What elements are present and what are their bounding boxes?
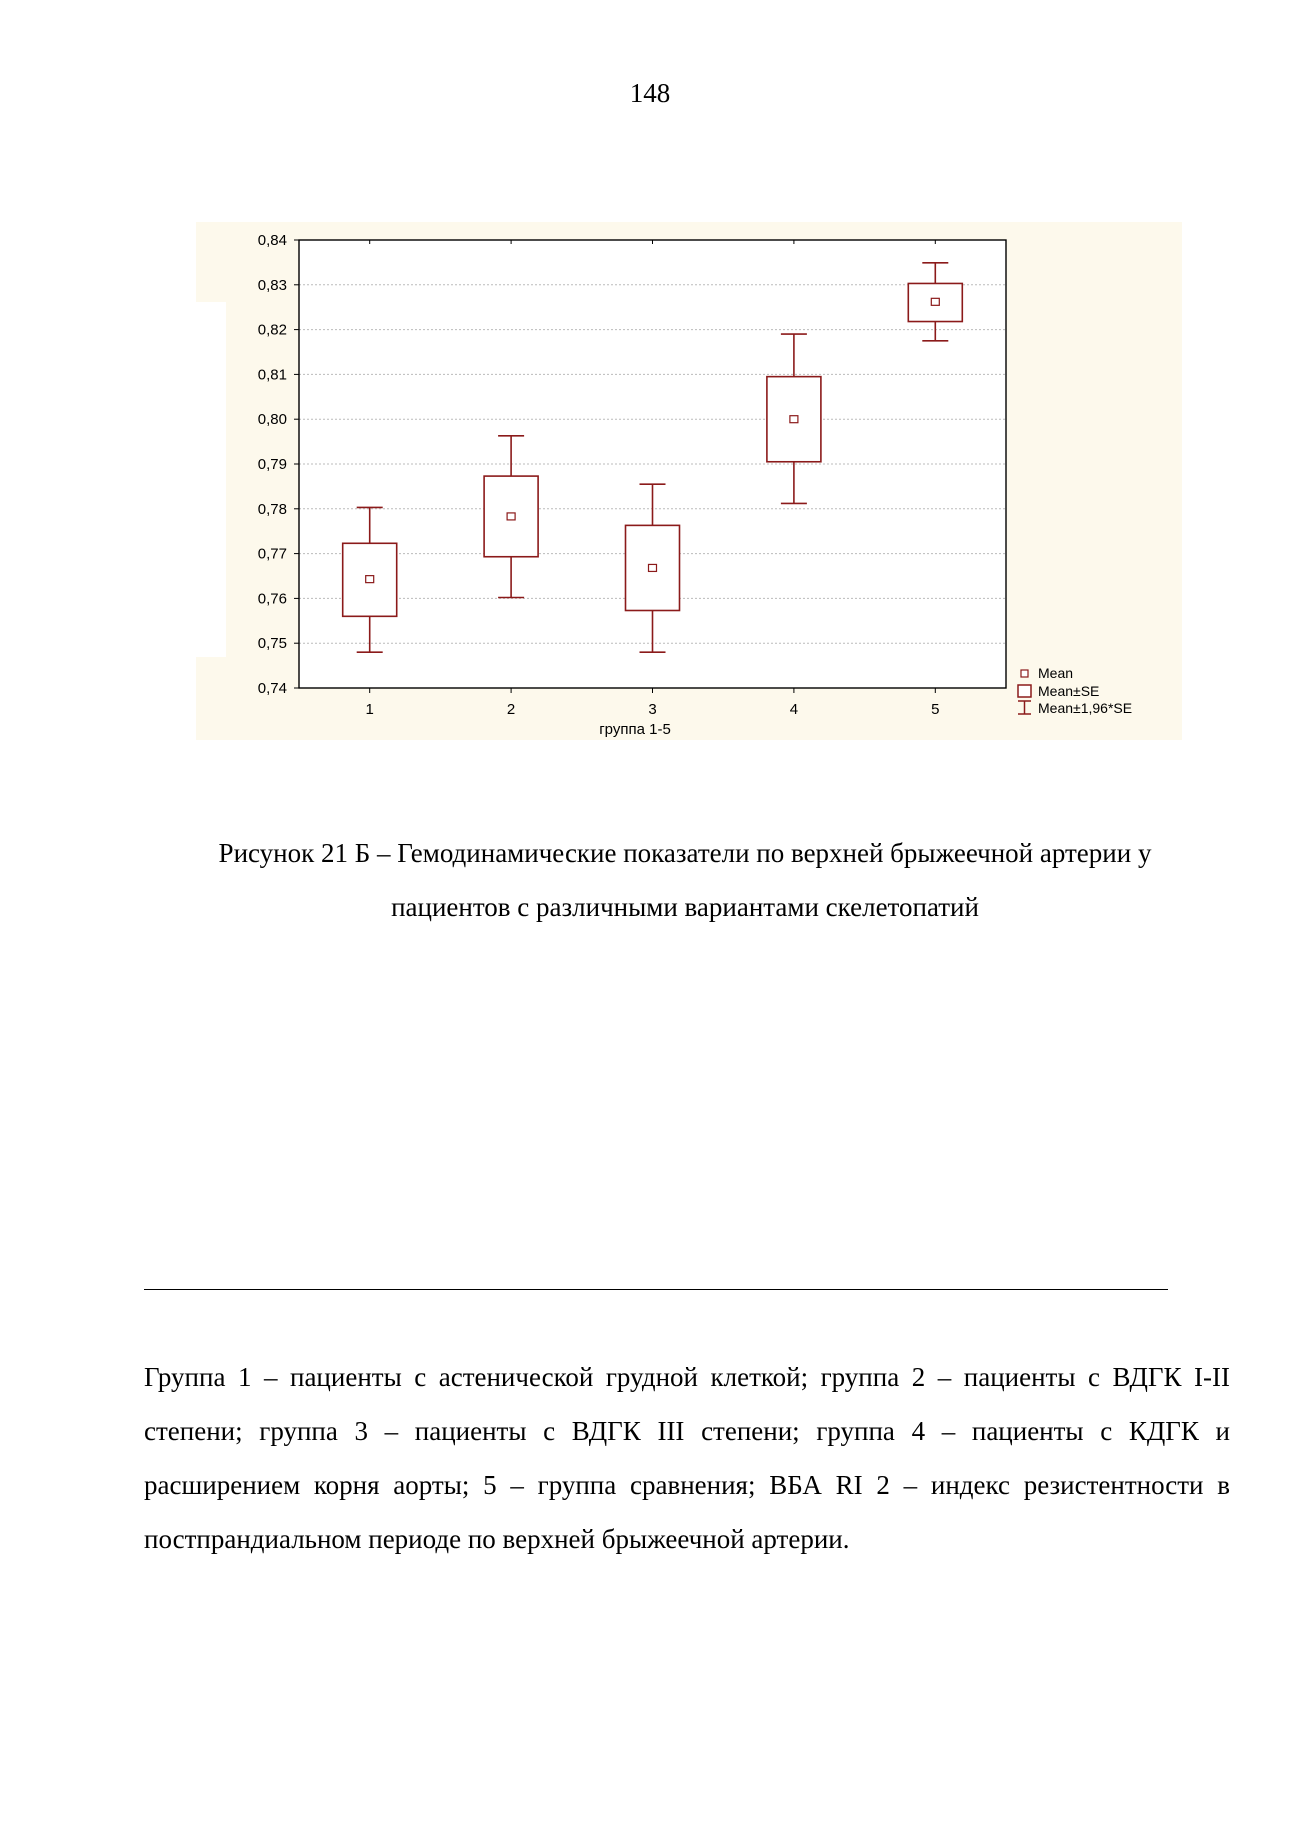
y-tick-label: 0,79 <box>257 456 287 473</box>
separator-line <box>144 1289 1168 1290</box>
x-axis-label: группа 1-5 <box>599 721 671 738</box>
y-tick-label: 0,78 <box>257 500 287 518</box>
x-tick-label: 3 <box>648 701 657 718</box>
y-tick-label: 0,82 <box>257 321 287 339</box>
y-label-gap <box>196 302 226 657</box>
mean-marker <box>366 576 374 583</box>
plot-area <box>299 240 1006 688</box>
mean-marker <box>649 564 657 571</box>
x-tick-label: 4 <box>789 701 799 718</box>
x-tick-label: 1 <box>365 701 374 718</box>
figure-caption <box>130 826 1240 934</box>
y-tick-label: 0,80 <box>257 411 287 429</box>
legend-ci-label: Mean±1,96*SE <box>1038 700 1133 716</box>
legend-mean-label: Mean <box>1038 665 1074 681</box>
mean-marker <box>790 416 798 423</box>
box-plot-figure <box>196 222 1182 740</box>
box-plot-chart <box>196 222 1182 740</box>
y-tick-label: 0,74 <box>257 680 287 697</box>
y-tick-label: 0,81 <box>257 366 287 384</box>
caption-line-2: пациентов с различными вариантами скелетопатий <box>391 892 979 922</box>
footnote-text: Группа 1 – пациенты с астенической грудной клеткой; группа 2 – пациенты с ВДГК I-II степени; группа 3 – пациенты с ВДГК III степени; группа 4 – пациенты с КДГК и расширением корня аорты; 5 – группа сравнения; ВБА RI 2 – индекс резистентности в постпрандиальном периоде по верхней брыжеечной артерии. <box>144 1362 1230 1554</box>
y-tick-label: 0,83 <box>257 276 287 294</box>
x-tick-label: 2 <box>506 701 516 718</box>
y-tick-label: 0,84 <box>257 232 287 249</box>
caption-line-1: Рисунок 21 Б – Гемодинамические показатели по верхней брыжеечной артерии у <box>218 838 1152 868</box>
legend-se-marker <box>1018 685 1031 697</box>
y-tick-label: 0,77 <box>257 545 287 563</box>
y-tick-label: 0,76 <box>257 590 287 608</box>
x-tick-label: 5 <box>931 701 940 718</box>
legend-mean-marker <box>1021 670 1028 677</box>
y-tick-label: 0,75 <box>257 635 287 653</box>
legend-se-label: Mean±SE <box>1038 683 1100 699</box>
mean-marker <box>507 513 515 520</box>
page-number: 148 <box>629 78 671 108</box>
mean-marker <box>931 298 939 305</box>
